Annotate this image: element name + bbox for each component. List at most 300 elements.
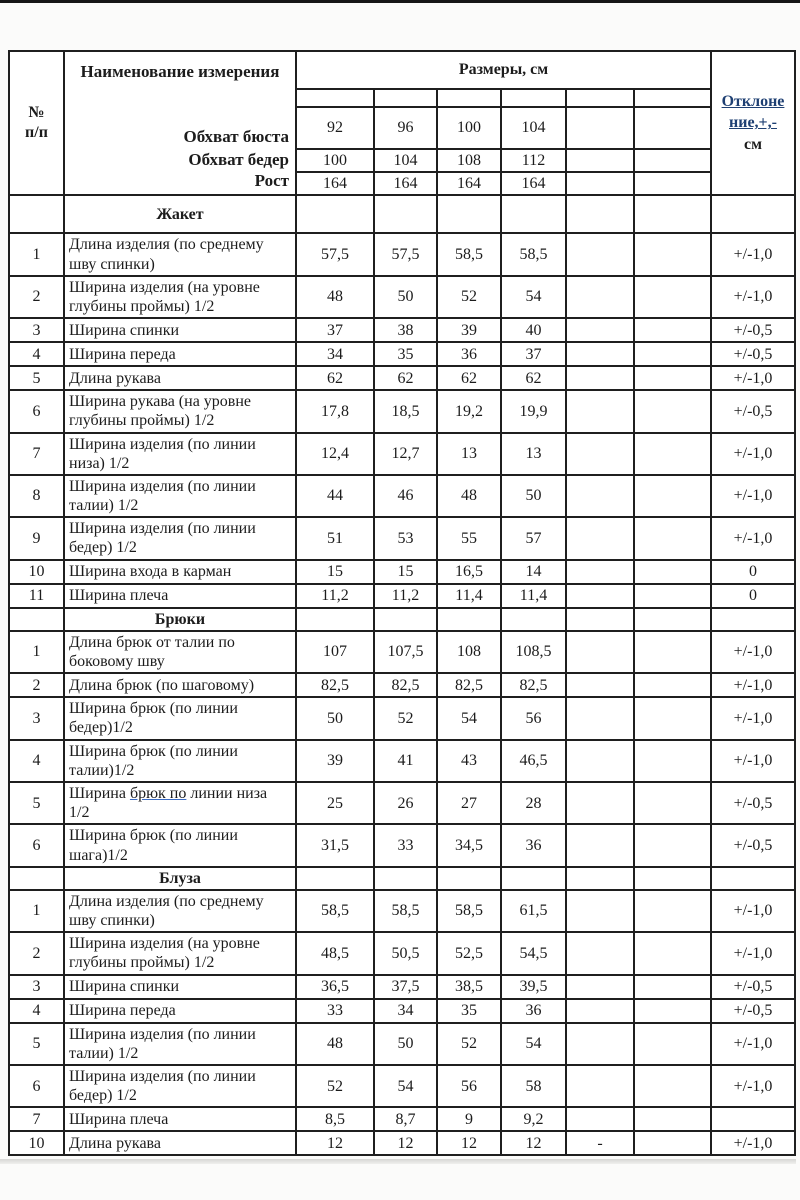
size-value-cell: 51	[296, 517, 374, 559]
size-value-cell: 54	[437, 697, 501, 739]
empty-size-cell	[566, 89, 634, 107]
size-value-cell	[634, 390, 711, 432]
row-number-cell: 11	[9, 584, 64, 608]
size-value-cell: 37	[296, 318, 374, 342]
size-value-cell: 50	[374, 1023, 437, 1065]
size-value-cell: 9	[437, 1107, 501, 1131]
size-value-cell	[634, 433, 711, 475]
size-value-cell: 36	[501, 824, 566, 866]
deviation-value-cell: +/-0,5	[711, 342, 795, 366]
table-row	[9, 824, 795, 866]
header-deviation-column	[711, 51, 795, 195]
size-value-cell: 15	[374, 560, 437, 584]
size-value-cell: 58,5	[437, 233, 501, 275]
header-number-column	[9, 51, 64, 195]
size-value-cell: 82,5	[374, 673, 437, 697]
size-value-cell: 41	[374, 740, 437, 782]
table-row	[9, 999, 795, 1023]
size-value-cell	[437, 867, 501, 890]
measure-name-cell: Длина изделия (по среднему шву спинки)	[64, 233, 296, 275]
bust-size-cell: 92	[296, 107, 374, 149]
row-number-cell: 10	[9, 1131, 64, 1155]
size-value-cell: 58,5	[374, 890, 437, 932]
measure-name-cell: Ширина изделия (по линии бедер) 1/2	[64, 517, 296, 559]
size-value-cell: 44	[296, 475, 374, 517]
row-number-cell: 9	[9, 517, 64, 559]
measure-name-cell: Ширина переда	[64, 999, 296, 1023]
measurement-table	[8, 50, 796, 1156]
size-value-cell	[566, 584, 634, 608]
table-row	[9, 932, 795, 974]
row-number-cell: 4	[9, 342, 64, 366]
row-number-cell: 5	[9, 1023, 64, 1065]
measure-name-cell: Ширина рукава (на уровне глубины проймы) 1/2	[64, 390, 296, 432]
scan-artifact-line	[0, 1159, 796, 1164]
size-value-cell	[374, 867, 437, 890]
empty-size-cell	[374, 89, 437, 107]
size-value-cell: 108,5	[501, 631, 566, 673]
size-value-cell: 82,5	[437, 673, 501, 697]
deviation-value-cell: +/-1,0	[711, 276, 795, 318]
size-value-cell	[296, 195, 374, 233]
height-size-cell	[566, 172, 634, 195]
size-value-cell: 50,5	[374, 932, 437, 974]
deviation-value-cell	[711, 608, 795, 631]
size-value-cell	[634, 867, 711, 890]
measure-name-cell: Длина рукава	[64, 366, 296, 390]
size-value-cell	[566, 782, 634, 824]
empty-size-cell	[501, 89, 566, 107]
size-value-cell: 36	[437, 342, 501, 366]
size-value-cell: 16,5	[437, 560, 501, 584]
row-number-cell: 5	[9, 782, 64, 824]
size-value-cell	[566, 390, 634, 432]
size-value-cell: 50	[501, 475, 566, 517]
size-value-cell: 43	[437, 740, 501, 782]
size-value-cell	[634, 517, 711, 559]
row-number-cell: 4	[9, 740, 64, 782]
row-number-cell: 2	[9, 276, 64, 318]
measure-name-cell: Длина брюк от талии по боковому шву	[64, 631, 296, 673]
size-value-cell: 17,8	[296, 390, 374, 432]
measure-name-cell: Длина рукава	[64, 1131, 296, 1155]
size-value-cell: 58,5	[501, 233, 566, 275]
size-value-cell: 55	[437, 517, 501, 559]
size-value-cell: 62	[296, 366, 374, 390]
deviation-title-line1: Отклоне	[721, 92, 785, 110]
size-value-cell	[566, 342, 634, 366]
measure-name-cell: Ширина изделия (по линии низа) 1/2	[64, 433, 296, 475]
size-value-cell: 58,5	[437, 890, 501, 932]
size-value-cell	[566, 867, 634, 890]
row-number-cell: 2	[9, 932, 64, 974]
empty-size-cell	[296, 89, 374, 107]
size-value-cell: 37,5	[374, 975, 437, 999]
size-value-cell	[566, 366, 634, 390]
table-row	[9, 1023, 795, 1065]
measure-name-cell: Ширина брюк (по линии шага)1/2	[64, 824, 296, 866]
underlined-text: брюк по	[129, 784, 187, 802]
hip-size-cell: 112	[501, 149, 566, 172]
deviation-value-cell: +/-0,5	[711, 824, 795, 866]
size-value-cell: 40	[501, 318, 566, 342]
row-number-cell: 7	[9, 433, 64, 475]
size-value-cell: 54	[501, 1023, 566, 1065]
size-value-cell	[566, 195, 634, 233]
size-value-cell: 46	[374, 475, 437, 517]
size-value-cell: 56	[437, 1065, 501, 1107]
size-value-cell	[374, 195, 437, 233]
size-value-cell: 12	[501, 1131, 566, 1155]
size-value-cell	[501, 195, 566, 233]
size-value-cell: 50	[374, 276, 437, 318]
size-value-cell: 33	[374, 824, 437, 866]
table-row	[9, 782, 795, 824]
size-value-cell: 12,7	[374, 433, 437, 475]
size-value-cell	[296, 608, 374, 631]
deviation-value-cell: +/-0,5	[711, 390, 795, 432]
table-row	[9, 433, 795, 475]
size-value-cell	[634, 560, 711, 584]
size-value-cell	[634, 233, 711, 275]
size-value-cell: 58	[501, 1065, 566, 1107]
size-value-cell	[634, 932, 711, 974]
size-value-cell: 27	[437, 782, 501, 824]
size-value-cell	[566, 932, 634, 974]
size-value-cell	[566, 631, 634, 673]
size-value-cell	[634, 890, 711, 932]
measure-name-cell: Ширина изделия (по линии талии) 1/2	[64, 475, 296, 517]
size-value-cell	[634, 584, 711, 608]
section-title-cell: Брюки	[64, 608, 296, 631]
deviation-value-cell: +/-1,0	[711, 1065, 795, 1107]
size-value-cell	[634, 697, 711, 739]
size-value-cell	[437, 608, 501, 631]
measure-name-cell: Длина брюк (по шаговому)	[64, 673, 296, 697]
row-number-cell: 7	[9, 1107, 64, 1131]
deviation-title-line2: ние,+,-	[729, 114, 777, 132]
measure-name-cell: Ширина изделия (на уровне глубины проймы) 1/2	[64, 932, 296, 974]
size-value-cell	[634, 1131, 711, 1155]
size-value-cell: 50	[296, 697, 374, 739]
deviation-value-cell: +/-1,0	[711, 697, 795, 739]
height-size-cell: 164	[374, 172, 437, 195]
size-value-cell: 39,5	[501, 975, 566, 999]
size-value-cell	[566, 517, 634, 559]
size-value-cell: 46,5	[501, 740, 566, 782]
size-value-cell: 25	[296, 782, 374, 824]
bust-size-cell	[634, 107, 711, 149]
size-value-cell: 54	[501, 276, 566, 318]
size-value-cell	[634, 366, 711, 390]
bust-size-cell: 104	[501, 107, 566, 149]
deviation-value-cell: +/-1,0	[711, 631, 795, 673]
table-row	[9, 233, 795, 275]
hip-size-cell	[634, 149, 711, 172]
size-value-cell: 12	[437, 1131, 501, 1155]
table-row	[9, 318, 795, 342]
size-value-cell: 52	[437, 276, 501, 318]
size-value-cell	[566, 433, 634, 475]
row-number-cell: 1	[9, 631, 64, 673]
measure-name-cell: Ширина плеча	[64, 584, 296, 608]
size-value-cell	[634, 1107, 711, 1131]
bust-girth-label: Обхват бюста	[183, 126, 289, 146]
row-number-cell: 6	[9, 1065, 64, 1107]
deviation-value-cell: +/-1,0	[711, 517, 795, 559]
deviation-title-line3: см	[744, 135, 762, 153]
size-value-cell	[501, 608, 566, 631]
size-value-cell: 62	[374, 366, 437, 390]
measure-name-cell: Ширина изделия (по линии бедер) 1/2	[64, 1065, 296, 1107]
size-value-cell: 48	[296, 276, 374, 318]
size-value-cell: 8,7	[374, 1107, 437, 1131]
table-row	[9, 517, 795, 559]
deviation-value-cell: +/-1,0	[711, 673, 795, 697]
row-number-cell: 3	[9, 318, 64, 342]
size-value-cell: 52	[374, 697, 437, 739]
deviation-value-cell: +/-1,0	[711, 366, 795, 390]
size-value-cell	[634, 318, 711, 342]
size-value-cell: 38	[374, 318, 437, 342]
size-value-cell: 54,5	[501, 932, 566, 974]
row-number-cell: 2	[9, 673, 64, 697]
table-row	[9, 631, 795, 673]
measure-name-cell: Ширина брюк по линии низа 1/2	[64, 782, 296, 824]
row-number-cell	[9, 867, 64, 890]
size-value-cell	[634, 631, 711, 673]
header-number-line1: №	[28, 104, 45, 122]
size-value-cell	[634, 782, 711, 824]
size-value-cell	[634, 195, 711, 233]
bust-size-cell: 100	[437, 107, 501, 149]
deviation-value-cell	[711, 195, 795, 233]
size-value-cell	[634, 824, 711, 866]
bust-size-cell	[566, 107, 634, 149]
deviation-value-cell: +/-0,5	[711, 999, 795, 1023]
size-value-cell: 82,5	[296, 673, 374, 697]
size-value-cell: 57,5	[296, 233, 374, 275]
row-number-cell	[9, 608, 64, 631]
size-value-cell: 36,5	[296, 975, 374, 999]
size-value-cell	[634, 1023, 711, 1065]
size-value-cell: 52	[296, 1065, 374, 1107]
size-value-cell: 34,5	[437, 824, 501, 866]
deviation-value-cell: +/-1,0	[711, 475, 795, 517]
deviation-value-cell: 0	[711, 560, 795, 584]
size-value-cell	[634, 276, 711, 318]
size-value-cell	[634, 740, 711, 782]
size-value-cell: 34	[296, 342, 374, 366]
row-number-cell: 3	[9, 975, 64, 999]
table-row	[9, 975, 795, 999]
height-size-cell: 164	[437, 172, 501, 195]
size-value-cell: 9,2	[501, 1107, 566, 1131]
size-value-cell	[566, 1107, 634, 1131]
size-value-cell: 18,5	[374, 390, 437, 432]
size-value-cell	[566, 608, 634, 631]
size-value-cell: 19,9	[501, 390, 566, 432]
size-value-cell: 36	[501, 999, 566, 1023]
measure-name-cell: Ширина изделия (по линии талии) 1/2	[64, 1023, 296, 1065]
size-value-cell: 28	[501, 782, 566, 824]
section-title-cell: Блуза	[64, 867, 296, 890]
size-value-cell: 62	[437, 366, 501, 390]
top-edge-bar	[0, 0, 800, 3]
size-value-cell	[566, 560, 634, 584]
size-value-cell	[566, 1065, 634, 1107]
header-number-line2: п/п	[25, 124, 48, 142]
size-value-cell	[566, 475, 634, 517]
size-value-cell	[566, 740, 634, 782]
size-value-cell	[501, 867, 566, 890]
row-number-cell: 3	[9, 697, 64, 739]
size-value-cell: -	[566, 1131, 634, 1155]
size-value-cell: 39	[296, 740, 374, 782]
height-size-cell: 164	[296, 172, 374, 195]
section-title-cell: Жакет	[64, 195, 296, 233]
measure-name-cell: Ширина брюк (по линии талии)1/2	[64, 740, 296, 782]
table-row	[9, 584, 795, 608]
table-row	[9, 890, 795, 932]
hip-girth-label: Обхват бедер	[188, 150, 289, 169]
size-value-cell	[634, 1065, 711, 1107]
table-row	[9, 390, 795, 432]
table-row	[9, 342, 795, 366]
size-value-cell: 11,4	[501, 584, 566, 608]
header-sizes-title: Размеры, см	[296, 51, 711, 89]
size-value-cell: 38,5	[437, 975, 501, 999]
size-value-cell: 19,2	[437, 390, 501, 432]
measure-name-cell: Ширина плеча	[64, 1107, 296, 1131]
row-number-cell: 4	[9, 999, 64, 1023]
size-value-cell	[566, 276, 634, 318]
size-value-cell: 15	[296, 560, 374, 584]
measure-name-cell: Ширина переда	[64, 342, 296, 366]
size-value-cell	[566, 233, 634, 275]
empty-size-cell	[437, 89, 501, 107]
deviation-value-cell: +/-1,0	[711, 233, 795, 275]
size-value-cell	[437, 195, 501, 233]
size-value-cell: 31,5	[296, 824, 374, 866]
size-value-cell: 34	[374, 999, 437, 1023]
size-value-cell: 11,2	[296, 584, 374, 608]
size-value-cell: 37	[501, 342, 566, 366]
measure-name-cell: Ширина спинки	[64, 318, 296, 342]
size-value-cell: 48	[296, 1023, 374, 1065]
size-value-cell	[634, 975, 711, 999]
deviation-value-cell: +/-1,0	[711, 740, 795, 782]
table-row	[9, 366, 795, 390]
size-value-cell	[566, 824, 634, 866]
table-row	[9, 1065, 795, 1107]
height-label: Рост	[254, 170, 289, 190]
size-value-cell	[634, 999, 711, 1023]
row-number-cell	[9, 195, 64, 233]
height-size-cell	[634, 172, 711, 195]
row-number-cell: 1	[9, 233, 64, 275]
empty-size-cell	[634, 89, 711, 107]
size-value-cell: 58,5	[296, 890, 374, 932]
table-row	[9, 697, 795, 739]
table-row	[9, 1107, 795, 1131]
measure-name-cell: Ширина входа в карман	[64, 560, 296, 584]
size-value-cell: 11,4	[437, 584, 501, 608]
size-value-cell: 14	[501, 560, 566, 584]
size-value-cell: 13	[437, 433, 501, 475]
size-value-cell: 12	[296, 1131, 374, 1155]
row-number-cell: 8	[9, 475, 64, 517]
table-row	[9, 1131, 795, 1155]
row-number-cell: 6	[9, 824, 64, 866]
measure-name-cell: Длина изделия (по среднему шву спинки)	[64, 890, 296, 932]
row-number-cell: 1	[9, 890, 64, 932]
height-size-cell: 164	[501, 172, 566, 195]
size-value-cell: 39	[437, 318, 501, 342]
size-value-cell: 82,5	[501, 673, 566, 697]
size-value-cell	[374, 608, 437, 631]
header-name-title: Наименование измерения	[80, 61, 280, 81]
row-number-cell: 10	[9, 560, 64, 584]
table-row	[9, 276, 795, 318]
measure-name-cell: Ширина брюк (по линии бедер)1/2	[64, 697, 296, 739]
size-value-cell: 108	[437, 631, 501, 673]
measure-name-cell: Ширина спинки	[64, 975, 296, 999]
size-value-cell: 12	[374, 1131, 437, 1155]
size-value-cell: 107,5	[374, 631, 437, 673]
size-value-cell: 33	[296, 999, 374, 1023]
size-value-cell	[566, 890, 634, 932]
bust-size-cell: 96	[374, 107, 437, 149]
hip-size-cell	[566, 149, 634, 172]
deviation-value-cell: +/-0,5	[711, 975, 795, 999]
size-value-cell: 57,5	[374, 233, 437, 275]
size-value-cell: 26	[374, 782, 437, 824]
size-value-cell: 13	[501, 433, 566, 475]
hip-size-cell: 108	[437, 149, 501, 172]
table-row	[9, 740, 795, 782]
table-row	[9, 673, 795, 697]
size-value-cell: 35	[374, 342, 437, 366]
table-row	[9, 475, 795, 517]
size-value-cell: 57	[501, 517, 566, 559]
table-row	[9, 560, 795, 584]
size-value-cell: 53	[374, 517, 437, 559]
size-value-cell	[634, 475, 711, 517]
deviation-value-cell: 0	[711, 584, 795, 608]
size-value-cell	[566, 318, 634, 342]
size-value-cell: 107	[296, 631, 374, 673]
deviation-value-cell: +/-1,0	[711, 932, 795, 974]
size-value-cell	[296, 867, 374, 890]
size-value-cell: 54	[374, 1065, 437, 1107]
size-value-cell: 35	[437, 999, 501, 1023]
deviation-value-cell	[711, 1107, 795, 1131]
size-value-cell	[566, 975, 634, 999]
size-value-cell	[566, 999, 634, 1023]
size-value-cell: 48,5	[296, 932, 374, 974]
deviation-value-cell: +/-1,0	[711, 433, 795, 475]
deviation-value-cell: +/-1,0	[711, 1023, 795, 1065]
size-value-cell	[634, 673, 711, 697]
row-number-cell: 5	[9, 366, 64, 390]
deviation-value-cell	[711, 867, 795, 890]
size-value-cell	[634, 608, 711, 631]
size-value-cell: 62	[501, 366, 566, 390]
size-value-cell: 52	[437, 1023, 501, 1065]
size-value-cell: 11,2	[374, 584, 437, 608]
size-value-cell: 48	[437, 475, 501, 517]
